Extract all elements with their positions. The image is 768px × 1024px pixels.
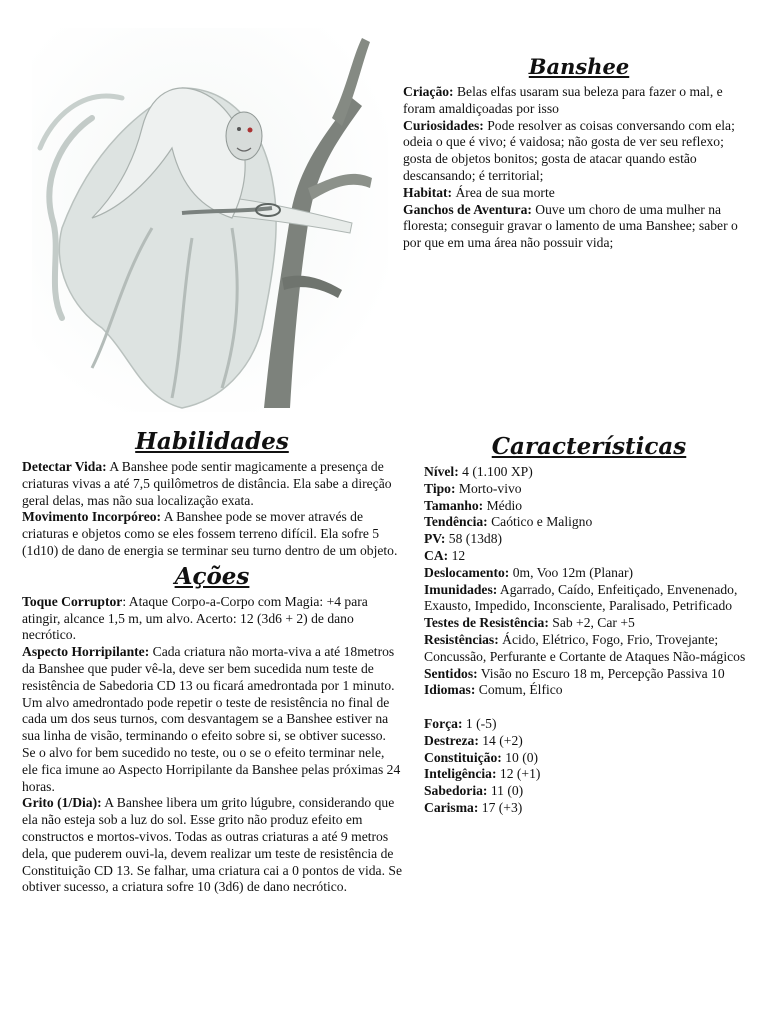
entry-label: Resistências: bbox=[424, 631, 499, 647]
entry-text: 4 (1.100 XP) bbox=[458, 464, 533, 479]
entry-label: Inteligência: bbox=[424, 766, 497, 782]
entry-text: A Banshee libera um grito lúgubre, considerando que ela não esteja sob a luz do sol. Esse grito não produz efeito em constructos e mortos-vivos. Todas as outras criaturas a até 9 metros dela, que puderem ouvi-la, devem realizar um teste de resistência de Constituição CD 13. Se falhar, uma criatura cai a 0 pontos de vida. Se obtiver sucesso, a criatura sofre 10 (3d6) de dano necrótico. bbox=[22, 795, 402, 895]
entry-text: 14 (+2) bbox=[478, 732, 523, 748]
entry-text: A Banshee pode se mover através de criaturas e objetos como se eles fossem terreno difícil. Ela sofre 5 (1d10) de dano de energia se terminar seu turno dentro de um objeto. bbox=[22, 509, 398, 558]
entry-label: Grito (1/Dia): bbox=[22, 795, 102, 811]
entry-label: Aspecto Horripilante: bbox=[22, 644, 150, 660]
entry-text: 12 (+1) bbox=[496, 766, 541, 782]
entry-label: PV: bbox=[424, 531, 446, 547]
stat-entry bbox=[424, 531, 754, 548]
entry-text: 10 (0) bbox=[501, 749, 539, 765]
entry-label: Sentidos: bbox=[424, 665, 478, 681]
entry-label: Carisma: bbox=[424, 799, 479, 815]
curiosities-entry bbox=[403, 118, 755, 185]
entry-label: Deslocamento: bbox=[424, 564, 510, 580]
entry-text: 12 bbox=[448, 547, 466, 563]
attribute-entry bbox=[424, 716, 754, 733]
entry-label: Ganchos de Aventura: bbox=[403, 201, 532, 217]
characteristics-heading: Características bbox=[491, 433, 687, 460]
banshee-illustration bbox=[32, 28, 388, 412]
stat-entry bbox=[424, 632, 754, 666]
entry-label: Criação: bbox=[403, 84, 454, 99]
entry-text: 17 (+3) bbox=[478, 799, 523, 815]
stat-entry bbox=[424, 682, 754, 699]
entry-text: 1 (-5) bbox=[462, 715, 497, 731]
entry-text: Visão no Escuro 18 m, Percepção Passiva 10 bbox=[477, 665, 725, 681]
entry-text: Área de sua morte bbox=[452, 184, 555, 200]
entry-label: Testes de Resistência: bbox=[424, 615, 549, 631]
entry-text: Pode resolver as coisas conversando com ela; odeia o que é vivo; é vaidosa; não gosta de ver seu reflexo; gosta de objetos bonitos; gosta de atacar quando estão descansando; é territorial; bbox=[403, 117, 735, 183]
attribute-entry bbox=[424, 783, 754, 800]
attribute-entry bbox=[424, 800, 754, 817]
monster-info bbox=[403, 52, 755, 252]
actions-heading: Ações bbox=[174, 562, 250, 590]
entry-label: Toque Corruptor bbox=[22, 593, 123, 609]
entry-label: Nível: bbox=[424, 464, 459, 479]
stat-entry bbox=[424, 464, 754, 481]
stat-entry bbox=[424, 666, 754, 683]
ability-entry bbox=[22, 509, 402, 559]
entry-label: Movimento Incorpóreo: bbox=[22, 509, 162, 525]
entry-text: Sab +2, Car +5 bbox=[548, 615, 635, 631]
entry-label: Força: bbox=[424, 715, 463, 731]
stat-entry bbox=[424, 565, 754, 582]
adventure-hooks-entry bbox=[403, 202, 755, 252]
characteristics-column bbox=[424, 430, 754, 817]
abilities-actions-column bbox=[22, 425, 402, 896]
spacer bbox=[424, 699, 754, 716]
action-entry bbox=[22, 594, 402, 644]
entry-text: Médio bbox=[483, 497, 523, 513]
entry-label: Curiosidades: bbox=[403, 117, 484, 133]
entry-label: CA: bbox=[424, 547, 449, 563]
monster-name: Banshee bbox=[528, 54, 630, 79]
entry-label: Tipo: bbox=[424, 480, 456, 496]
habitat-entry bbox=[403, 185, 755, 202]
attribute-entry bbox=[424, 733, 754, 750]
entry-text: Ácido, Elétrico, Fogo, Frio, Trovejante; Concussão, Perfurante e Cortante de Ataques Não-mágicos bbox=[424, 631, 746, 664]
entry-text: A Banshee pode sentir magicamente a presença de criaturas vivas a até 7,5 quilômetros de distância. Ela sabe a direção geral delas, mas não sua localização exata. bbox=[22, 459, 392, 508]
stat-entry bbox=[424, 615, 754, 632]
entry-label: Constituição: bbox=[424, 749, 502, 765]
entry-text: Caótico e Maligno bbox=[487, 514, 593, 530]
entry-label: Detectar Vida: bbox=[22, 459, 107, 474]
entry-text: 58 (13d8) bbox=[445, 531, 503, 547]
attribute-entry bbox=[424, 766, 754, 783]
stat-entry bbox=[424, 498, 754, 515]
entry-text: 0m, Voo 12m (Planar) bbox=[509, 564, 634, 580]
stat-entry bbox=[424, 514, 754, 531]
action-entry bbox=[22, 795, 402, 896]
stat-entry bbox=[424, 548, 754, 565]
abilities-heading: Habilidades bbox=[135, 428, 289, 455]
entry-label: Idiomas: bbox=[424, 682, 476, 698]
entry-label: Tendência: bbox=[424, 514, 488, 530]
action-entry bbox=[22, 644, 402, 795]
entry-text: Comum, Élfico bbox=[475, 682, 563, 698]
entry-text: 11 (0) bbox=[487, 783, 524, 799]
entry-label: Tamanho: bbox=[424, 497, 484, 513]
creation-entry bbox=[403, 84, 755, 118]
entry-text: Morto-vivo bbox=[455, 480, 522, 496]
entry-text: Cada criatura não morta-viva a até 18metros da Banshee que puder vê-la, deve ser bem sucedida num teste de resistência de Sabedoria CD 13 ou ficará amedrontada por 1 minuto. Um alvo amedrontado pode repetir o teste de resistência no final de cada um dos seus turnos, com desvantagem se a Banshee estiver na sua linha de visão, terminando o efeito sobre si, se obtiver sucesso. Se o alvo for bem sucedido no teste, ou o se o efeito terminar nele, ele fica imune ao Aspecto Horripilante da Banshee pelas próximas 24 horas. bbox=[22, 644, 401, 794]
entry-text: : Ataque Corpo-a-Corpo com Magia: +4 para atingir, alcance 1,5 m, um alvo. Acerto: 12 (3d6 + 2) de dano necrótico. bbox=[22, 593, 368, 643]
entry-text: Belas elfas usaram sua beleza para fazer o mal, e foram amaldiçoadas por isso bbox=[403, 84, 723, 116]
entry-text: Ouve um choro de uma mulher na floresta; conseguir gravar o lamento de uma Banshee; saber o por que em uma área não possuir vida; bbox=[403, 201, 738, 251]
entry-label: Habitat: bbox=[403, 184, 453, 200]
entry-text: Agarrado, Caído, Enfeitiçado, Envenenado, Exausto, Impedido, Inconsciente, Paralisado, Petrificado bbox=[424, 581, 738, 614]
entry-label: Sabedoria: bbox=[424, 783, 488, 799]
ability-entry bbox=[22, 459, 402, 509]
stat-entry bbox=[424, 582, 754, 616]
entry-label: Destreza: bbox=[424, 732, 479, 748]
stat-entry bbox=[424, 481, 754, 498]
entry-label: Imunidades: bbox=[424, 581, 498, 597]
attribute-entry bbox=[424, 750, 754, 767]
